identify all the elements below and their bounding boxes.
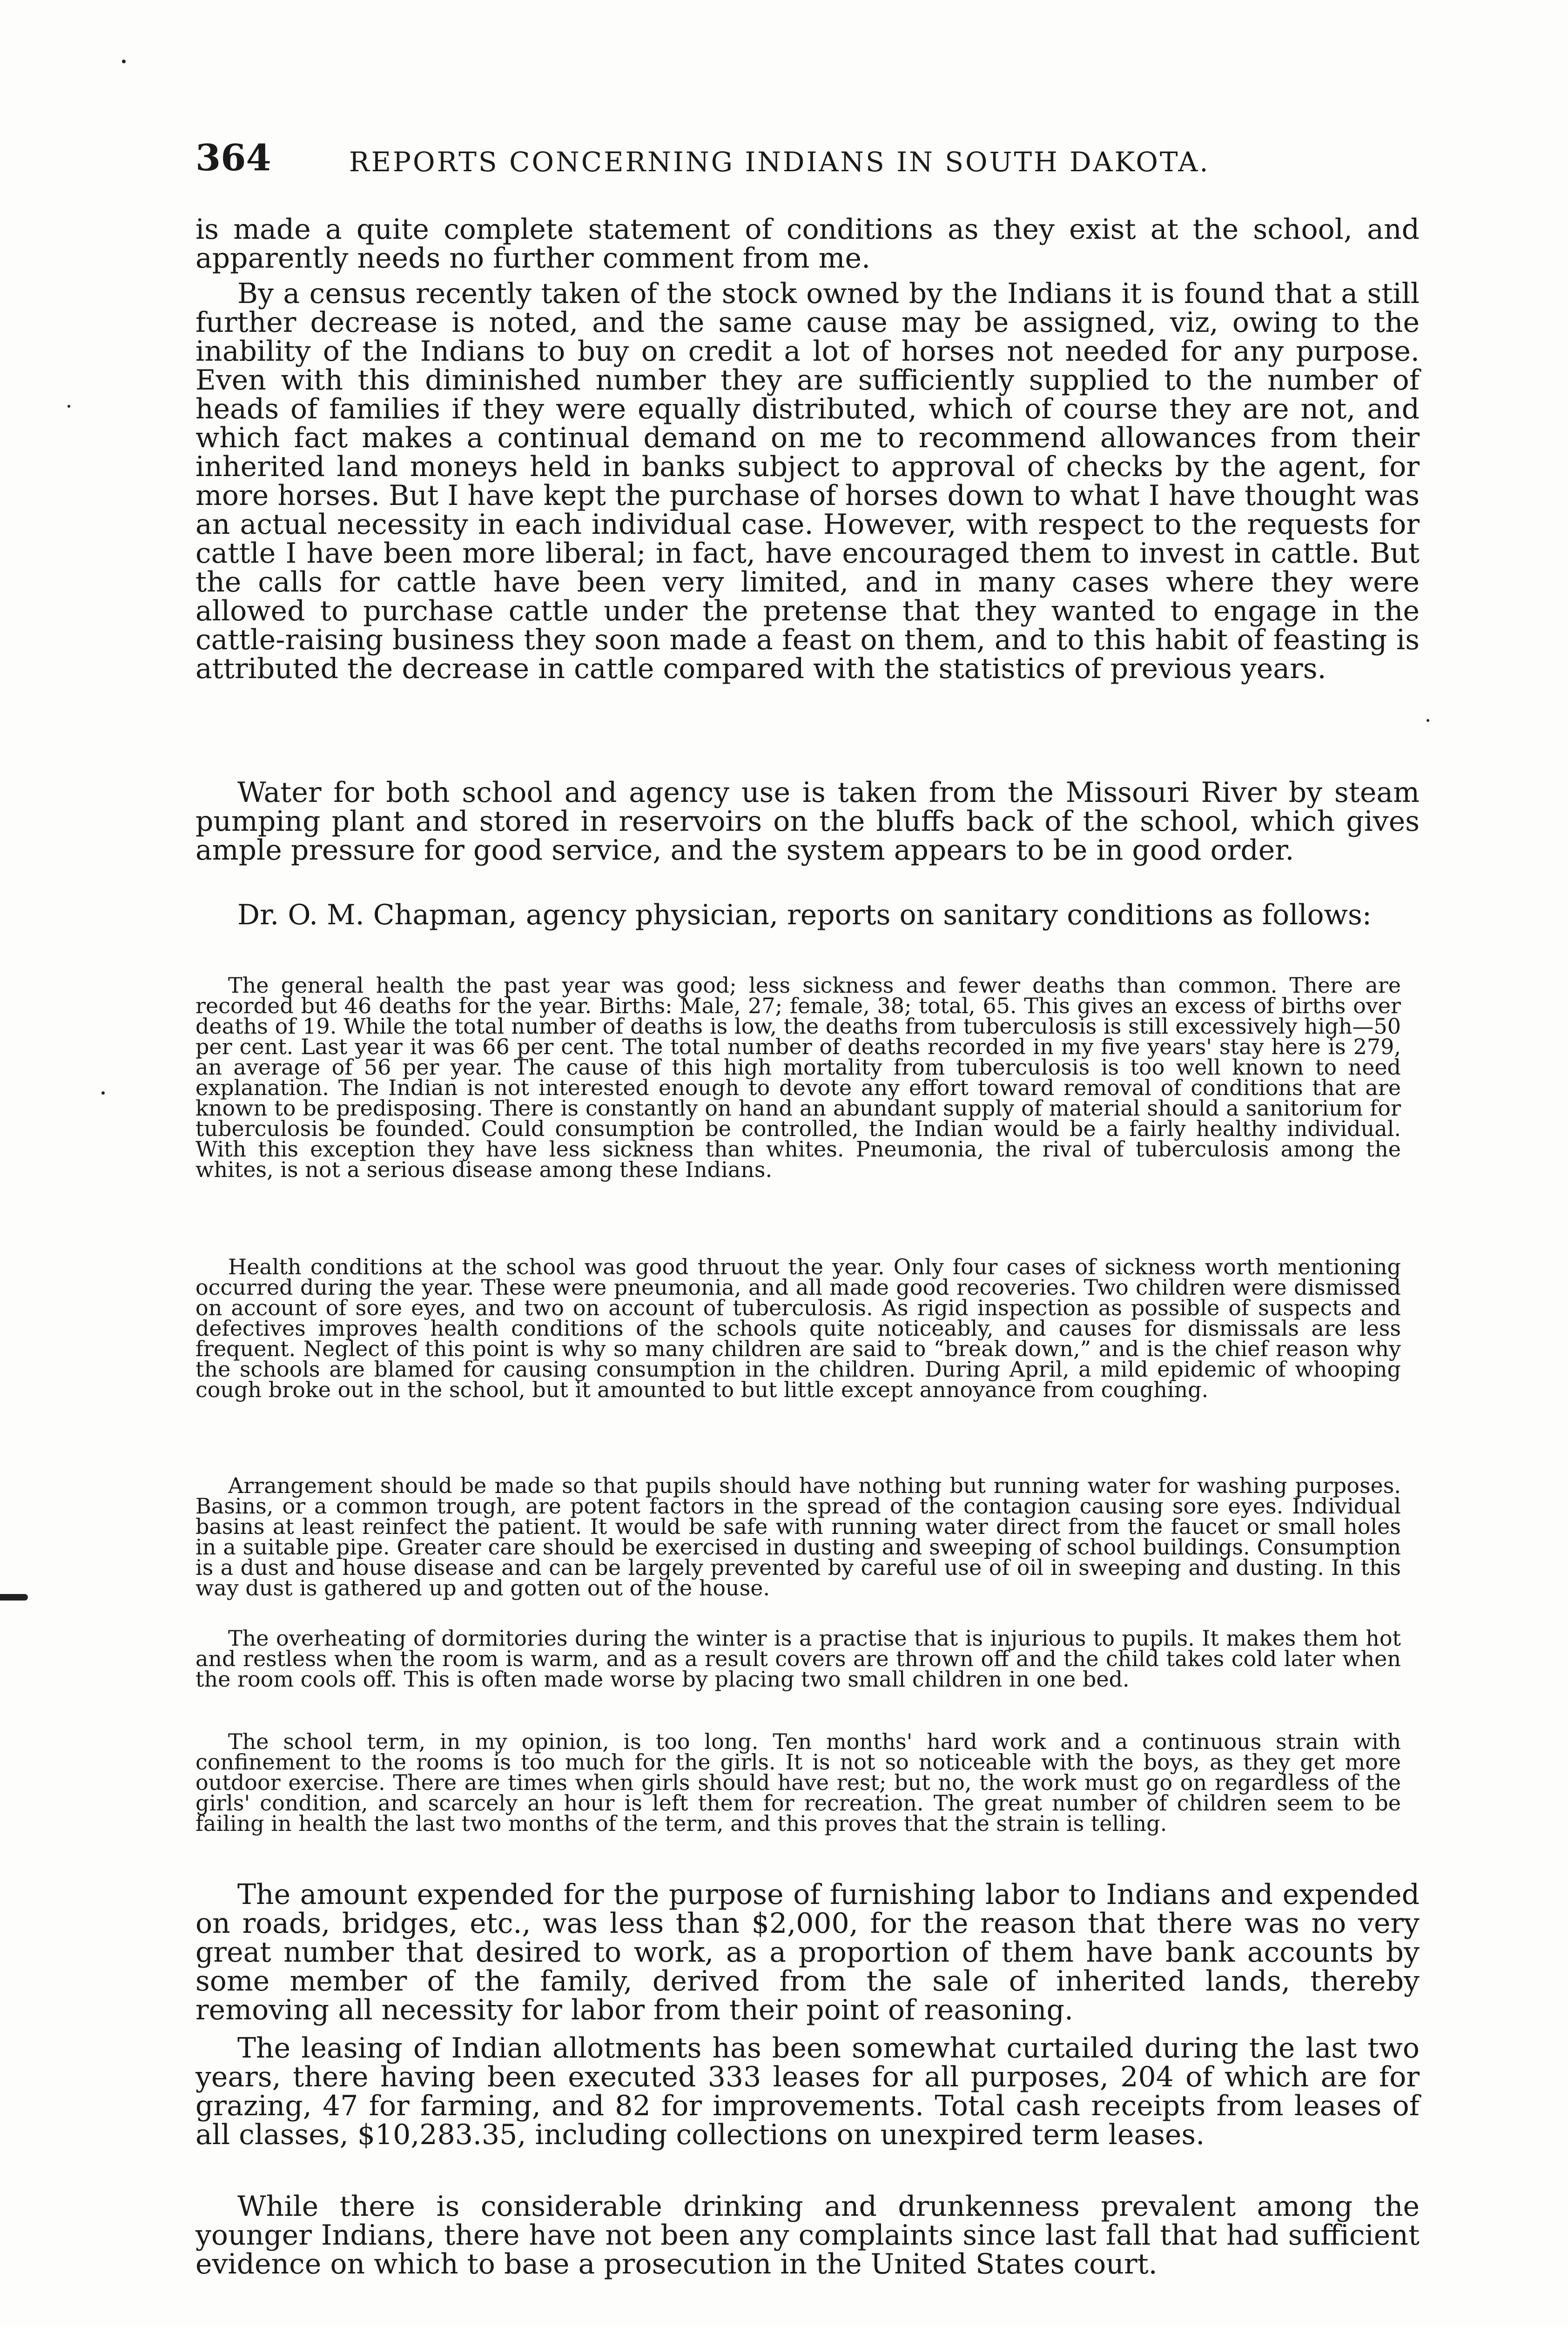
paragraph: By a census recently taken of the stock owned by the Indians it is found that a still further decrease is noted, and the same cause may be assigned, viz, owing to the inability of the Indians to buy on credit a lot of horses not needed for any purpose. Even with this diminished number they are sufficiently supplied to the number of heads of families if they were equally distributed, which of course they are not, and which fact makes a continual demand on me to recommend allowances from their inherited land moneys held in banks subject to approval of checks by the agent, for more horses. But I have kept the purchase of horses down to what I have thought was an actual necessity in each individual case. However, with respect to the requests for cattle I have been more liberal; in fact, have encouraged them to invest in cattle. But the calls for cattle have been very limited, and in many cases where they were allowed to purchase cattle under the pretense that they wanted to engage in the cattle-raising business they soon made a feast on them, and to this habit of feasting is attributed the decrease in cattle compared with the statistics of previous years. <box>195 277 1420 685</box>
paragraph: Water for both school and agency use is taken from the Missouri River by steam pumping plant and stored in reservoirs on the bluffs back of the school, which gives ample pressure for good service, and the system appears to be in good order. <box>195 776 1420 867</box>
running-head: REPORTS CONCERNING INDIANS IN SOUTH DAKOTA. <box>349 146 1210 178</box>
scan-speck <box>67 405 70 408</box>
paragraph: While there is considerable drinking and drunkenness prevalent among the younger Indians, there have not been any complaints since last fall that had sufficient evidence on which to base a prosecution in the United States court. <box>195 2190 1420 2280</box>
quoted-report-paragraph: Health conditions at the school was good thruout the year. Only four cases of sickness worth mentioning occurred during the year. These were pneumonia, and all made good recoveries. Two children were dismissed on account of sore eyes, and two on account of tuberculosis. As rigid inspection as possible of suspects and defectives improves health conditions of the schools quite noticeably, and causes for dismissals are less frequent. Neglect of this point is why so many children are said to “break down,” and is the chief reason why the schools are blamed for causing consumption in the children. During April, a mild epidemic of whooping cough broke out in the school, but it amounted to but little except annoyance from coughing. <box>195 1254 1401 1402</box>
page-number: 364 <box>195 137 271 179</box>
page-edge-mark <box>0 1594 28 1601</box>
quoted-report-paragraph: The school term, in my opinion, is too long. Ten months' hard work and a continuous strain with confinement to the rooms is too much for the girls. It is not so noticeable with the boys, as they get more outdoor exercise. There are times when girls should have rest; but no, the work must go on regardless of the girls' condition, and scarcely an hour is left them for recreation. The great number of children seem to be failing in health the last two months of the term, and this proves that the strain is telling. <box>195 1729 1401 1836</box>
page-header <box>195 135 1415 182</box>
paragraph: The leasing of Indian allotments has been somewhat curtailed during the last two years, there having been executed 333 leases for all purposes, 204 of which are for grazing, 47 for farming, and 82 for improvements. Total cash receipts from leases of all classes, $10,283.35, including collections on unexpired term leases. <box>195 2032 1420 2151</box>
paragraph: is made a quite complete statement of conditions as they exist at the school, and apparently needs no further comment from me. <box>195 213 1420 275</box>
quoted-report-paragraph: The general health the past year was good; less sickness and fewer deaths than common. There are recorded but 46 deaths for the year. Births: Male, 27; female, 38; total, 65. This gives an excess of births over deaths of 19. While the total number of deaths is low, the deaths from tuberculosis is still excessively high—50 per cent. Last year it was 66 per cent. The total number of deaths recorded in my five years' stay here is 279, an average of 56 per year. The cause of this high mortality from tuberculosis is too well known to need explanation. The Indian is not interested enough to devote any effort toward removal of conditions that are known to be predisposing. There is constantly on hand an abundant supply of material should a sanitorium for tuberculosis be founded. Could consumption be controlled, the Indian would be a fairly healthy individual. With this exception they have less sickness than whites. Pneumonia, the rival of tuberculosis among the whites, is not a serious disease among these Indians. <box>195 973 1401 1182</box>
paragraph: Dr. O. M. Chapman, agency physician, reports on sanitary conditions as follows: <box>237 899 1372 931</box>
quoted-report-paragraph: The overheating of dormitories during the winter is a practise that is injurious to pupils. It makes them hot and restless when the room is warm, and as a result covers are thrown off and the child takes cold later when the room cools off. This is often made worse by placing two small children in one bed. <box>195 1626 1401 1692</box>
scan-speck <box>122 60 126 63</box>
paragraph: The amount expended for the purpose of furnishing labor to Indians and expended on roads, bridges, etc., was less than $2,000, for the reason that there was no very great number that desired to work, as a proportion of them have bank accounts by some member of the family, derived from the sale of inherited lands, thereby removing all necessity for labor from their point of reasoning. <box>195 1878 1420 2026</box>
scan-speck <box>1427 719 1429 722</box>
quoted-report-paragraph: Arrangement should be made so that pupils should have nothing but running water for washing purposes. Basins, or a common trough, are potent factors in the spread of the contagion causing sore eyes. Individual basins at least reinfect the patient. It would be safe with running water direct from the faucet or small holes in a suitable pipe. Greater care should be exercised in dusting and sweeping of school buildings. Consumption is a dust and house disease and can be largely prevented by careful use of oil in sweeping and dusting. In this way dust is gathered up and gotten out of the house. <box>195 1473 1401 1601</box>
scan-speck <box>101 1091 105 1095</box>
